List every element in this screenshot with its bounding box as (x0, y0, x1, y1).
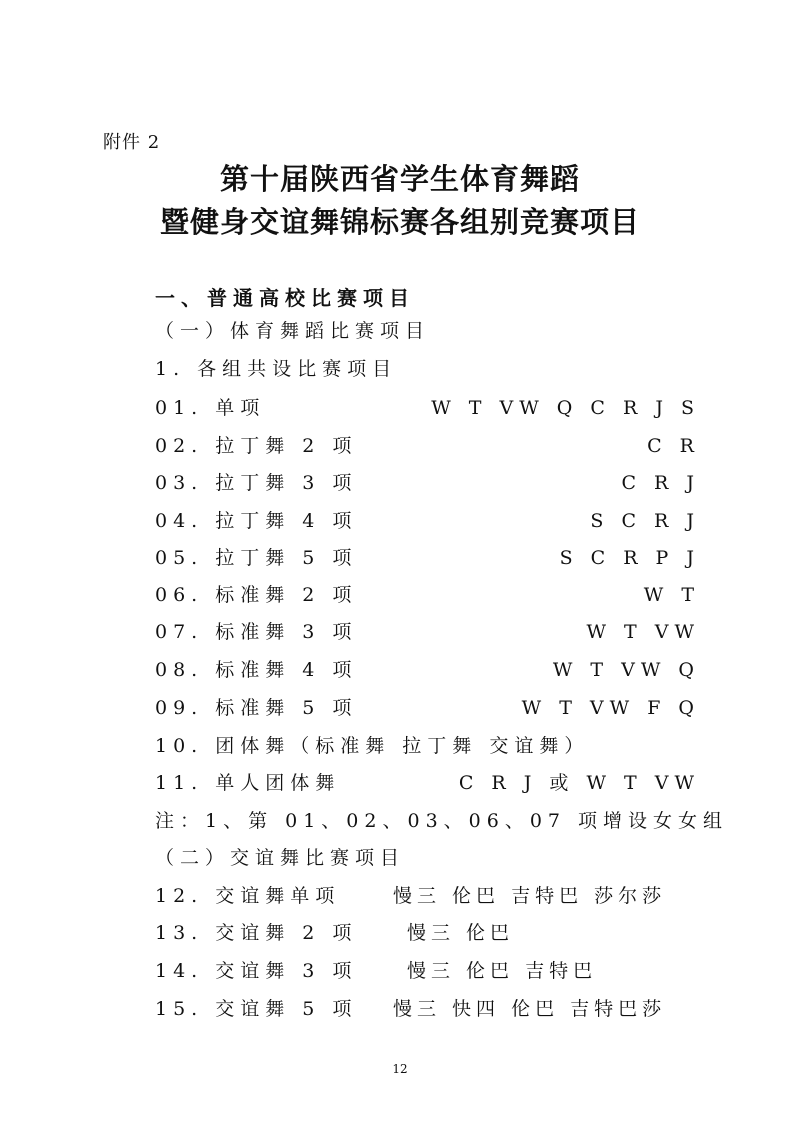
subsection-heading-1-text: （一）体育舞蹈比赛项目 (155, 320, 431, 342)
event-row (155, 731, 700, 761)
event-dances: W T VW F Q (521, 697, 700, 719)
subsection-heading-1 (155, 316, 700, 346)
event-label: 10. 团体舞（标准舞 拉丁舞 交谊舞） (155, 735, 590, 757)
event-dances: S C R P J (559, 547, 700, 569)
event-row (155, 768, 700, 798)
event-label: 01. 单项 (155, 397, 266, 419)
event-dances: C R (647, 435, 700, 457)
social-event-dances: 慢三 伦巴 (407, 922, 515, 944)
event-dances: W T (643, 584, 700, 606)
subsection-heading-2-text: （二）交谊舞比赛项目 (155, 847, 406, 869)
social-event-dances: 慢三 快四 伦巴 吉特巴莎 (393, 998, 667, 1020)
note-text: 注：1、第 01、02、03、06、07 项增设女女组 (155, 810, 729, 832)
social-event-dances: 慢三 伦巴 吉特巴 莎尔莎 (393, 885, 667, 907)
event-label: 11. 单人团体舞 (155, 772, 341, 794)
social-event-label: 12. 交谊舞单项 (155, 885, 341, 907)
social-event-row (155, 918, 700, 948)
social-event-dances: 慢三 伦巴 吉特巴 (407, 960, 598, 982)
event-label: 07. 标准舞 3 项 (155, 621, 358, 643)
event-row (155, 580, 700, 610)
event-row (155, 655, 700, 685)
event-dances: C R J (621, 472, 700, 494)
social-event-label: 14. 交谊舞 3 项 (155, 960, 358, 982)
subsection-item-heading-text: 1. 各组共设比赛项目 (155, 358, 398, 380)
event-label: 09. 标准舞 5 项 (155, 697, 358, 719)
page-number: 12 (392, 1062, 408, 1076)
event-row (155, 468, 700, 498)
social-event-row (155, 881, 700, 911)
event-row (155, 393, 700, 423)
event-dances: C R J 或 W T VW (458, 772, 700, 794)
event-row (155, 543, 700, 573)
event-row (155, 693, 700, 723)
event-row (155, 617, 700, 647)
subsection-heading-2 (155, 843, 700, 873)
section-heading (155, 283, 700, 313)
subsection-item-heading (155, 354, 700, 384)
event-dances: S C R J (590, 510, 700, 532)
social-event-label: 13. 交谊舞 2 项 (155, 922, 358, 944)
note-line (155, 806, 729, 836)
event-label: 03. 拉丁舞 3 项 (155, 472, 358, 494)
social-event-row (155, 956, 700, 986)
social-event-label: 15. 交谊舞 5 项 (155, 998, 358, 1020)
section-heading-text: 一、普通高校比赛项目 (155, 286, 415, 310)
event-dances: W T VW Q C R J S (431, 397, 700, 419)
attachment-label: 附件 2 (103, 132, 161, 153)
document-title-line-1: 第十届陕西省学生体育舞蹈 (219, 162, 580, 196)
document-title-line-2: 暨健身交谊舞锦标赛各组别竞赛项目 (159, 205, 640, 239)
event-label: 08. 标准舞 4 项 (155, 659, 358, 681)
event-row (155, 506, 700, 536)
event-label: 06. 标准舞 2 项 (155, 584, 358, 606)
event-dances: W T VW Q (552, 659, 700, 681)
event-label: 02. 拉丁舞 2 项 (155, 435, 358, 457)
event-dances: W T VW (586, 621, 700, 643)
event-row (155, 431, 700, 461)
social-event-row (155, 994, 700, 1024)
event-label: 04. 拉丁舞 4 项 (155, 510, 358, 532)
event-label: 05. 拉丁舞 5 项 (155, 547, 358, 569)
